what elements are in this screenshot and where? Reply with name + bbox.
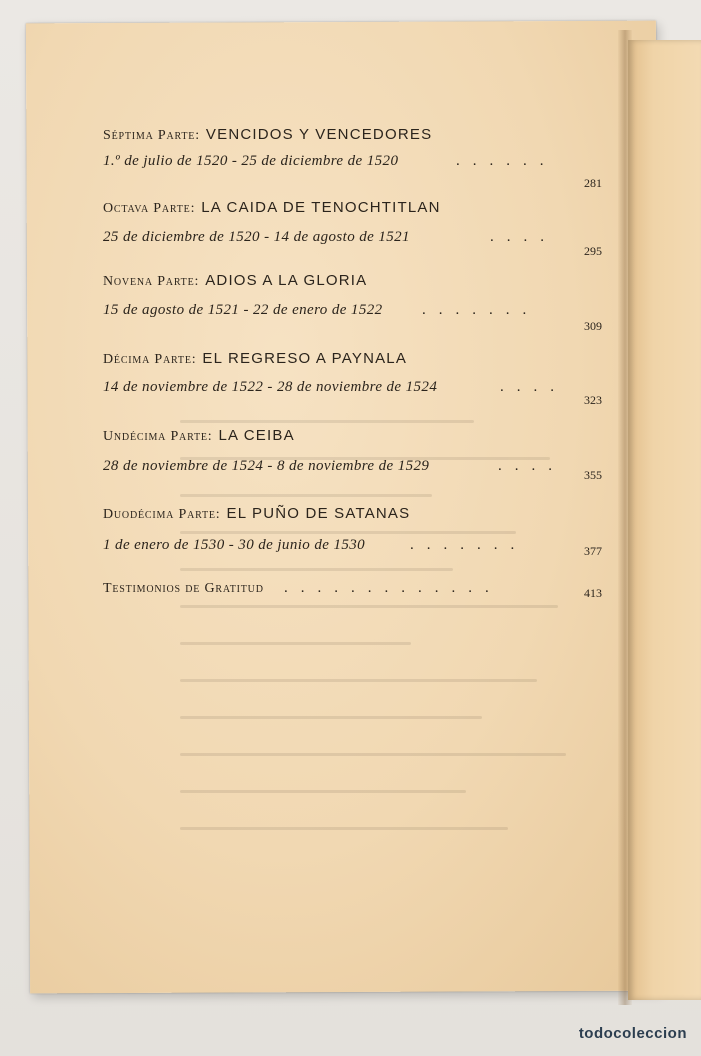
part-label: Duodécima Parte: (103, 507, 221, 522)
dot-leaders: ............. (284, 580, 502, 596)
part-title: VENCIDOS Y VENCEDORES (205, 126, 433, 143)
part-label: Décima Parte: (103, 352, 197, 367)
page-number: 413 (584, 586, 602, 600)
part-title: EL REGRESO A PAYNALA (202, 350, 408, 367)
part-title: LA CAIDA DE TENOCHTITLAN (201, 199, 441, 216)
part-label: Octava Parte: (103, 201, 196, 216)
dot-leaders: ....... (422, 302, 540, 318)
page-number: 295 (584, 244, 602, 258)
dot-leaders: ....... (410, 537, 528, 553)
page-number: 323 (584, 393, 602, 407)
page-number: 377 (584, 544, 602, 558)
final-entry-label: Testimonios de Gratitud (103, 581, 264, 596)
date-range: 1 de enero de 1530 - 30 de junio de 1530 (103, 537, 366, 553)
dot-leaders: .... (498, 458, 565, 474)
dot-leaders: .... (500, 379, 567, 395)
part-title: ADIOS A LA GLORIA (205, 272, 368, 289)
date-range: 14 de noviembre de 1522 - 28 de noviembre de 1524 (103, 379, 438, 395)
watermark-text: todocoleccion (578, 1025, 687, 1042)
date-range: 28 de noviembre de 1524 - 8 de noviembre de 1529 (103, 458, 430, 474)
part-label: Undécima Parte: (103, 429, 213, 444)
part-label: Novena Parte: (103, 274, 200, 289)
part-title: LA CEIBA (218, 427, 295, 444)
date-range: 1.º de julio de 1520 - 25 de diciembre de 1520 (103, 153, 399, 169)
page-number: 355 (584, 468, 602, 482)
date-range: 25 de diciembre de 1520 - 14 de agosto de 1521 (103, 229, 410, 245)
page-number: 281 (584, 176, 602, 190)
dot-leaders: ...... (456, 153, 557, 169)
page-number: 309 (584, 319, 602, 333)
part-label: Séptima Parte: (103, 128, 200, 143)
date-range: 15 de agosto de 1521 - 22 de enero de 1522 (103, 302, 383, 318)
dot-leaders: .... (490, 229, 557, 245)
part-title: EL PUÑO DE SATANAS (226, 505, 411, 522)
